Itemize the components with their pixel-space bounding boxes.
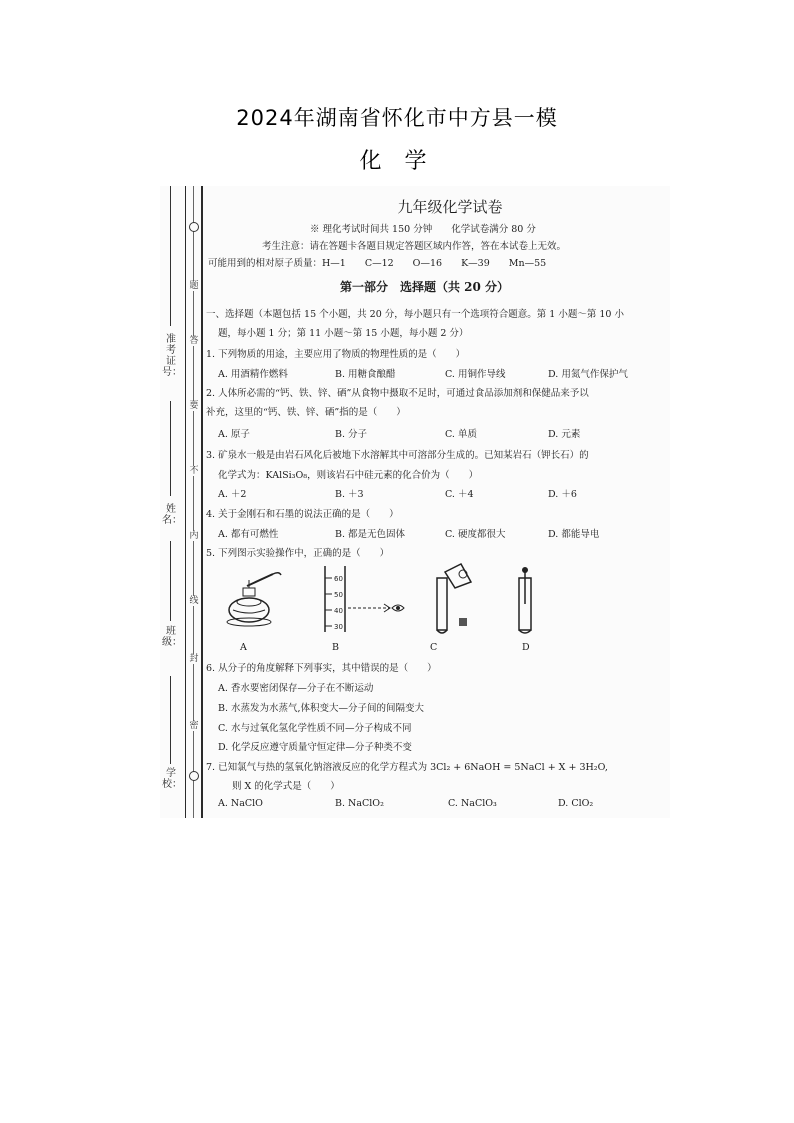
figure-a-alcohol-lamp: [215, 566, 285, 636]
seal-char: 密: [189, 721, 199, 731]
field-exam-number: 准考证号：: [162, 334, 182, 378]
scale-label: 30: [334, 623, 343, 631]
section-intro: 一、选择题（本题包括 15 个小题，共 20 分，每小题只有一个选项符合题意。第 1 小题～第 10 小: [206, 309, 624, 320]
seal-circle-icon: [189, 222, 199, 232]
option-b: B. 水蒸发为水蒸气,体积变大—分子间的间隔变大: [218, 703, 425, 714]
question-stem: 5. 下列图示实验操作中，正确的是（ ）: [206, 548, 390, 559]
binding-line-right: [201, 186, 203, 818]
option-c: C. 用铜作导线: [445, 369, 506, 380]
atomic-mass: 可能用到的相对原子质量：H—1 C—12 O—16 K—39 Mn—55: [208, 258, 547, 269]
fill-line: [170, 541, 171, 621]
question-stem: 3. 矿泉水一般是由岩石风化后被地下水溶解其中可溶部分生成的。已知某岩石（钾长石）的: [206, 450, 589, 461]
question-stem: 则 X 的化学式是（ ）: [232, 781, 340, 792]
figure-c-test-tube: [415, 558, 485, 636]
question-stem: 补充，这里的“钙、铁、锌、硒”指的是（ ）: [206, 407, 406, 418]
option-d: D. ClO₂: [558, 798, 594, 809]
binding-line-left: [185, 186, 186, 818]
option-d: D. 用氮气作保护气: [548, 369, 628, 380]
field-name: 姓名：: [162, 504, 182, 526]
figure-label-d: D: [522, 642, 530, 653]
option-a: A. 原子: [218, 429, 250, 440]
figure-label-b: B: [332, 642, 339, 653]
question-stem: 7. 已知氯气与热的氢氧化钠溶液反应的化学方程式为 3Cl₂ + 6NaOH = 5NaCl + X + 3H₂O,: [206, 762, 608, 773]
seal-char: 答: [189, 336, 199, 346]
seal-char: 封: [189, 654, 199, 664]
option-b: B. ＋3: [335, 489, 364, 500]
seal-char: 内: [189, 531, 199, 541]
fill-line: [170, 186, 171, 326]
subject-title: 化 学: [359, 149, 435, 174]
part1-title: 第一部分 选择题（共 20 分）: [340, 280, 510, 294]
option-a: A. 用酒精作燃料: [218, 369, 288, 380]
seal-char: 题: [189, 281, 199, 291]
question-stem: 4. 关于金刚石和石墨的说法正确的是（ ）: [206, 509, 399, 520]
exam-scan: [160, 186, 670, 818]
fill-line: [170, 401, 171, 496]
option-a: A. NaClO: [218, 798, 263, 809]
question-stem: 1. 下列物质的用途，主要应用了物质的物理性质的是（ ）: [206, 349, 466, 360]
field-school: 学校：: [162, 768, 182, 790]
option-c: C. 水与过氧化氢化学性质不同—分子构成不同: [218, 723, 412, 734]
option-b: B. NaClO₂: [335, 798, 384, 809]
option-c: C. NaClO₃: [448, 798, 497, 809]
field-class: 班级：: [162, 626, 182, 648]
option-a: A. ＋2: [218, 489, 247, 500]
seal-char: 要: [189, 401, 199, 411]
figure-b-cylinder: [310, 564, 410, 636]
option-c: C. 硬度都很大: [445, 529, 506, 540]
option-d: D. 都能导电: [548, 529, 600, 540]
seal-char: 不: [189, 466, 199, 476]
exam-notice: 考生注意：请在答题卡各题目规定答题区域内作答，答在本试卷上无效。: [262, 241, 567, 252]
question-stem: 6. 从分子的角度解释下列事实，其中错误的是（ ）: [206, 663, 437, 674]
seal-char: 线: [189, 596, 199, 606]
exam-heading: 九年级化学试卷: [397, 198, 503, 216]
section-intro: 题，每小题 1 分；第 11 小题～第 15 小题，每小题 2 分）: [218, 328, 469, 339]
option-b: B. 都是无色固体: [335, 529, 406, 540]
option-a: A. 香水要密闭保存—分子在不断运动: [218, 683, 374, 694]
option-a: A. 都有可燃性: [218, 529, 279, 540]
scale-label: 60: [334, 575, 343, 583]
question-stem: 2. 人体所必需的“钙、铁、锌、硒”从食物中摄取不足时，可通过食品添加剂和保健品来予以: [206, 388, 589, 399]
scale-label: 50: [334, 591, 343, 599]
option-b: B. 分子: [335, 429, 368, 440]
question-stem: 化学式为：KAlSi₃O₈，则该岩石中硅元素的化合价为（ ）: [218, 470, 479, 481]
scale-label: 40: [334, 607, 343, 615]
figure-label-c: C: [430, 642, 438, 653]
fill-line: [170, 676, 171, 764]
option-c: C. 单质: [445, 429, 477, 440]
option-c: C. ＋4: [445, 489, 474, 500]
time-note: ※ 理化考试时间共 150 分钟 化学试卷满分 80 分: [310, 224, 536, 235]
seal-circle-icon: [189, 771, 199, 781]
option-b: B. 用糖食酿醋: [335, 369, 396, 380]
figure-label-a: A: [240, 642, 247, 653]
page-title: 2024年湖南省怀化市中方县一模: [236, 106, 558, 130]
option-d: D. 元素: [548, 429, 581, 440]
option-d: D. ＋6: [548, 489, 577, 500]
option-d: D. 化学反应遵守质量守恒定律—分子种类不变: [218, 742, 412, 753]
figure-d-test-tube: [505, 564, 545, 636]
